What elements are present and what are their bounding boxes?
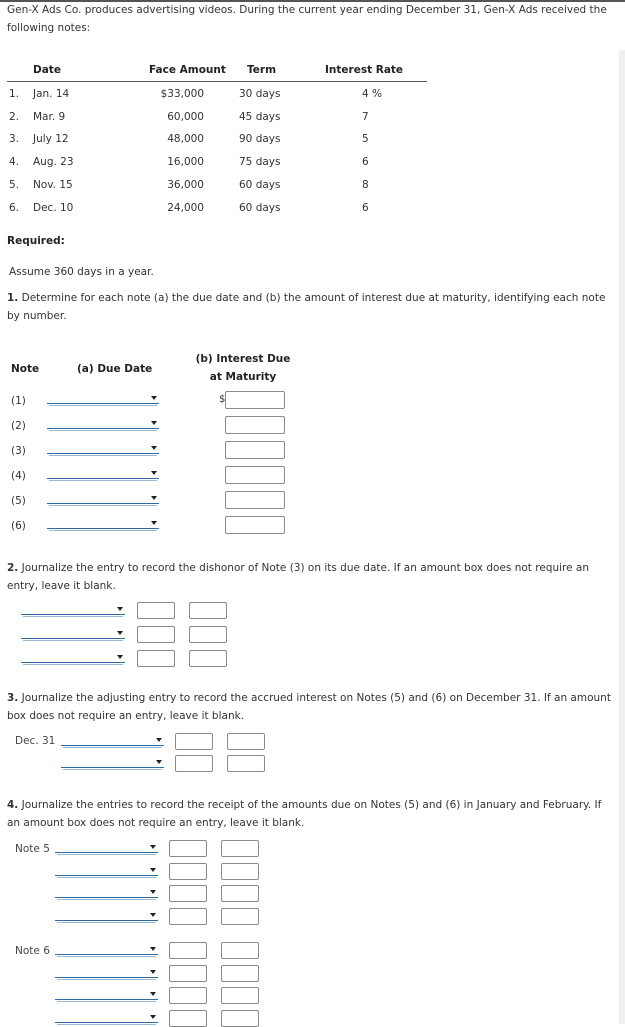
header-interest-rate: Interest Rate [325,64,404,76]
credit-amount-input[interactable] [227,755,265,772]
account-select[interactable] [61,757,164,768]
credit-amount-input[interactable] [221,885,259,902]
account-select[interactable] [21,628,125,639]
scrollbar[interactable] [619,50,625,1024]
debit-amount-input[interactable] [175,733,213,750]
q1-col-interest-line1: (b) Interest Due [195,353,291,365]
note-row-rate: 6 [362,156,369,169]
note-row-number: 5. [9,178,20,191]
credit-amount-input[interactable] [189,602,227,619]
chevron-down-icon [150,1015,156,1019]
debit-amount-input[interactable] [169,965,207,982]
debit-amount-input[interactable] [169,840,207,857]
credit-amount-input[interactable] [221,942,259,959]
note-row-date: Aug. 23 [33,156,74,169]
chevron-down-icon [150,845,156,849]
chevron-down-icon [151,471,157,475]
credit-amount-input[interactable] [221,908,259,925]
debit-amount-input[interactable] [137,650,175,667]
due-date-select[interactable] [47,493,159,504]
credit-amount-input[interactable] [221,965,259,982]
question-2 [7,560,612,595]
note-row-number: 1. [9,88,20,100]
note-row-date: July 12 [33,133,69,146]
chevron-down-icon [151,496,157,500]
chevron-down-icon [151,421,157,425]
q1-col-due-date: (a) Due Date [77,363,153,375]
q1-col-interest-line2: at Maturity [209,371,277,383]
assumption-text: Assume 360 days in a year. [9,266,154,278]
required-label: Required: [7,235,65,247]
interest-due-input[interactable] [225,466,285,484]
chevron-down-icon [117,631,123,635]
q3-date-label: Dec. 31 [15,735,56,747]
account-select[interactable] [55,842,158,853]
intro-text: Gen-X Ads Co. produces advertising videos. During the current year ending December 31, Gen-X Ads received the following notes: [7,4,607,34]
note-row-date: Jan. 14 [33,88,70,100]
q4-note6-label: Note 6 [15,945,50,957]
chevron-down-icon [156,760,162,764]
interest-due-input[interactable] [225,491,285,509]
header-face-amount: Face Amount [149,64,226,76]
note-row-rate: 7 [362,110,369,123]
question-4-number: 4. [7,799,19,811]
account-select[interactable] [55,910,158,921]
note-row-rate: 8 [362,178,369,191]
q1-note-label: (1) [11,395,26,407]
header-date: Date [33,64,61,76]
note-row-rate: 5 [362,133,369,146]
question-1 [7,290,612,325]
chevron-down-icon [150,970,156,974]
credit-amount-input[interactable] [189,626,227,643]
debit-amount-input[interactable] [169,987,207,1004]
debit-amount-input[interactable] [137,602,175,619]
credit-amount-input[interactable] [189,650,227,667]
account-select[interactable] [55,944,158,955]
q1-note-label: (2) [11,420,26,432]
credit-amount-input[interactable] [221,987,259,1004]
chevron-down-icon [151,521,157,525]
note-row-face-amount: 36,000 [167,178,204,191]
note-row-rate: 4 % [362,88,382,100]
chevron-down-icon [117,655,123,659]
header-term: Term [247,64,277,76]
credit-amount-input[interactable] [221,863,259,880]
note-row-number: 6. [9,201,20,214]
note-row-term: 45 days [239,110,281,123]
q1-note-label: (6) [11,520,26,532]
note-row-date: Dec. 10 [33,201,74,214]
account-select[interactable] [55,887,158,898]
debit-amount-input[interactable] [169,885,207,902]
note-row-rate: 6 [362,201,369,214]
interest-due-input[interactable] [225,391,285,409]
question-4-text: Journalize the entries to record the receipt of the amounts due on Notes (5) and (6) in January and February. If an amount box does not require an entry, leave it blank. [7,799,602,829]
note-row-date: Mar. 9 [33,110,66,123]
interest-due-input[interactable] [225,516,285,534]
q1-note-label: (4) [11,470,26,482]
chevron-down-icon [150,992,156,996]
credit-amount-input[interactable] [227,733,265,750]
note-row-term: 60 days [239,201,281,214]
note-row-number: 4. [9,156,20,169]
debit-amount-input[interactable] [169,908,207,925]
due-date-select[interactable] [47,393,159,404]
chevron-down-icon [150,890,156,894]
note-row-term: 90 days [239,133,281,146]
note-row-face-amount: $33,000 [160,88,204,100]
account-select[interactable] [61,735,164,746]
question-1-number: 1. [7,292,19,304]
chevron-down-icon [151,396,157,400]
table-header-rule [7,81,427,82]
note-row-face-amount: 60,000 [167,110,204,123]
q1-note-label: (5) [11,495,26,507]
note-row-term: 60 days [239,178,281,191]
account-select[interactable] [55,1012,158,1023]
question-2-text: Journalize the entry to record the dishonor of Note (3) on its due date. If an amount box does not require an entry, leave it blank. [7,562,590,592]
chevron-down-icon [150,947,156,951]
note-row-number: 3. [9,133,20,146]
due-date-select[interactable] [47,443,159,454]
due-date-select[interactable] [47,468,159,479]
question-3-text: Journalize the adjusting entry to record the accrued interest on Notes (5) and (6) on December 31. If an amount box does not require an entry, leave it blank. [7,692,611,722]
debit-amount-input[interactable] [169,942,207,959]
question-1-text: Determine for each note (a) the due date and (b) the amount of interest due at maturity, identifying each note by number. [7,292,606,322]
note-row-date: Nov. 15 [33,178,73,191]
chevron-down-icon [151,446,157,450]
chevron-down-icon [117,607,123,611]
chevron-down-icon [150,868,156,872]
account-select[interactable] [55,967,158,978]
account-select[interactable] [21,652,125,663]
account-select[interactable] [55,989,158,1000]
interest-due-input[interactable] [225,441,285,459]
account-select[interactable] [55,865,158,876]
debit-amount-input[interactable] [137,626,175,643]
question-3 [7,690,612,725]
due-date-select[interactable] [47,518,159,529]
note-row-number: 2. [9,110,20,123]
note-row-face-amount: 24,000 [167,201,204,214]
q1-dollar-sign: $ [219,394,226,405]
chevron-down-icon [156,738,162,742]
question-3-number: 3. [7,692,19,704]
question-4 [7,797,612,832]
debit-amount-input[interactable] [169,863,207,880]
q4-note5-label: Note 5 [15,843,50,855]
debit-amount-input[interactable] [175,755,213,772]
note-row-term: 30 days [239,88,281,100]
chevron-down-icon [150,913,156,917]
note-row-face-amount: 48,000 [167,133,204,146]
account-select[interactable] [21,604,125,615]
q1-col-note: Note [11,363,40,375]
note-row-term: 75 days [239,156,281,169]
credit-amount-input[interactable] [221,840,259,857]
note-row-face-amount: 16,000 [167,156,204,169]
interest-due-input[interactable] [225,416,285,434]
q1-note-label: (3) [11,445,26,457]
due-date-select[interactable] [47,418,159,429]
question-2-number: 2. [7,562,19,574]
